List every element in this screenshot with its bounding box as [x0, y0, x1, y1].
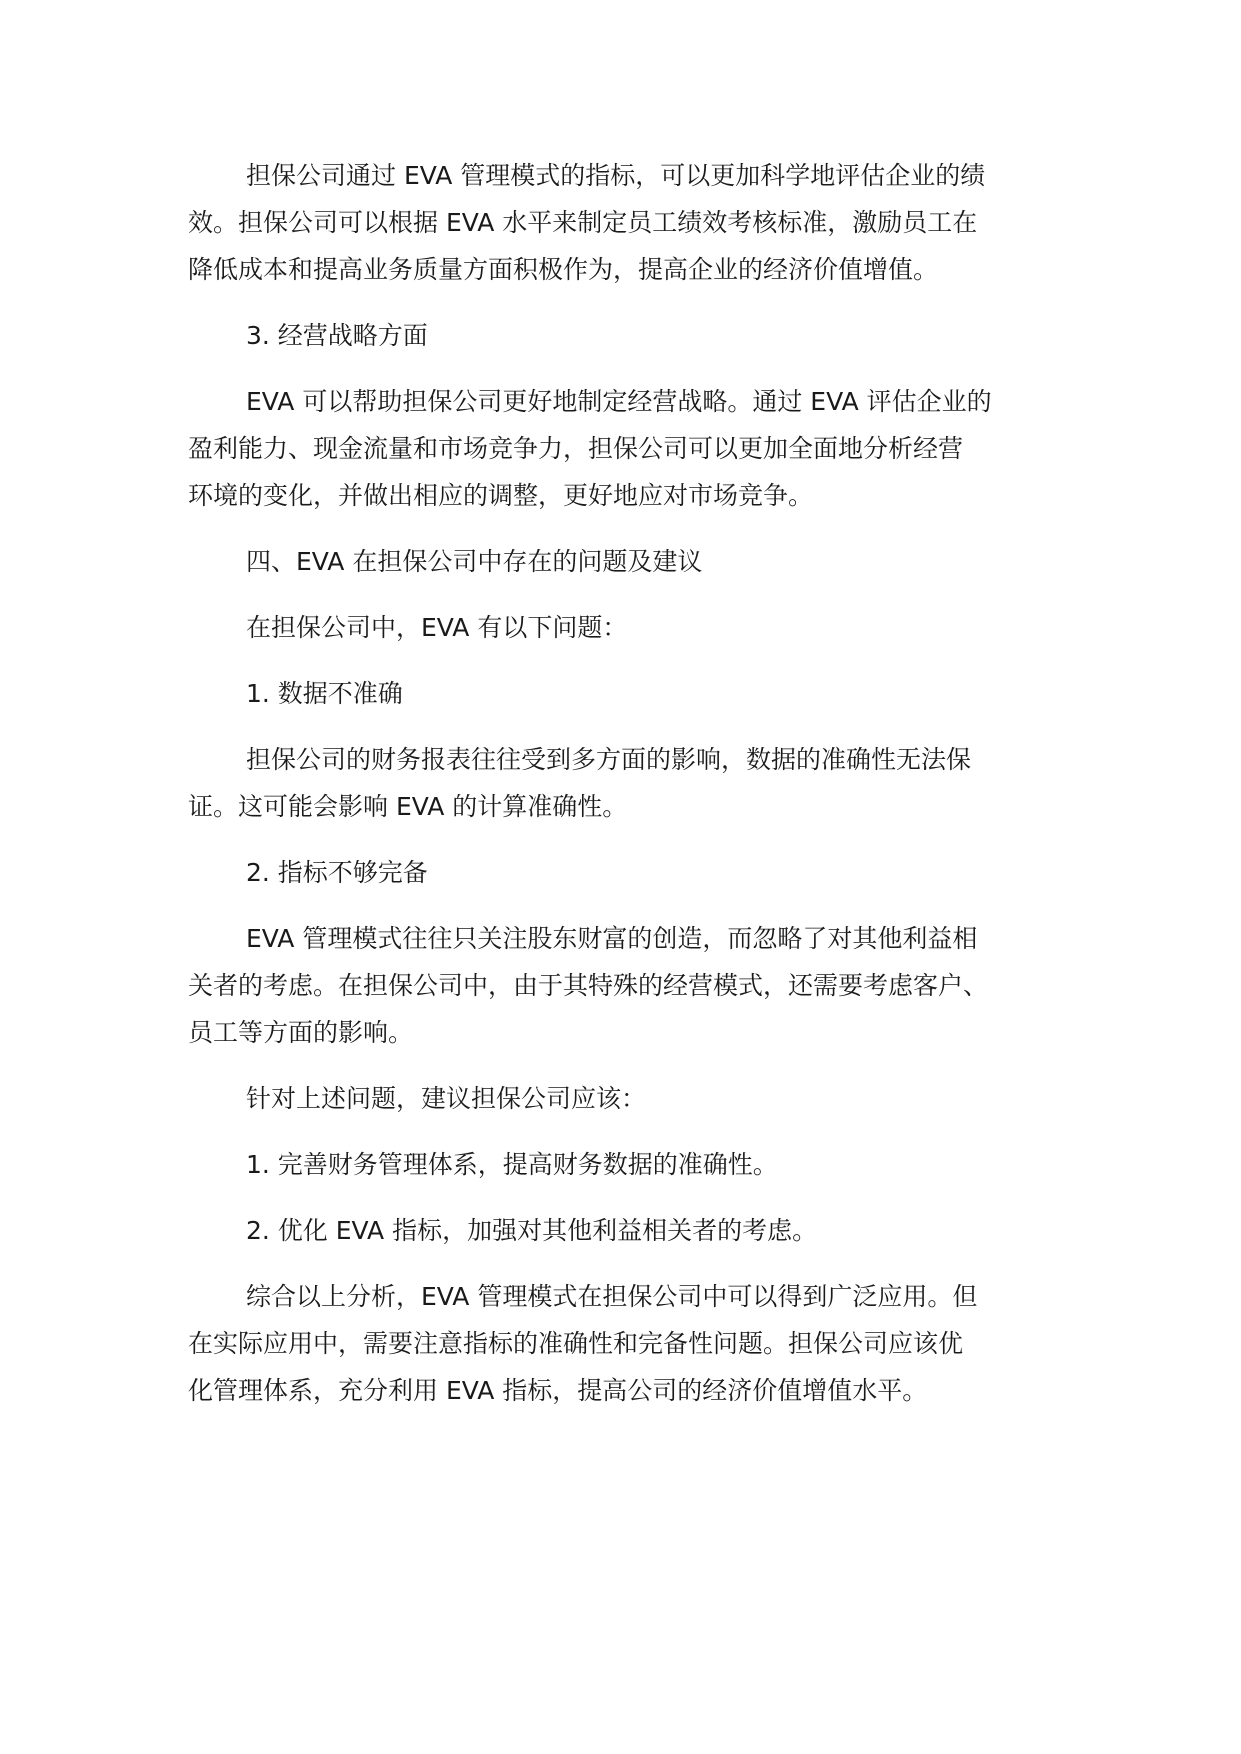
text-line: 3. 经营战略方面: [246, 321, 428, 350]
list-item-suggestion-2: [188, 1207, 1068, 1254]
list-heading-indicators-incomplete: [188, 849, 1068, 896]
text-line: EVA 可以帮助担保公司更好地制定经营战略。通过 EVA 评估企业的: [246, 387, 992, 416]
text-line: 2. 指标不够完备: [246, 858, 428, 887]
text-line: 在实际应用中，需要注意指标的准确性和完备性问题。担保公司应该优: [188, 1329, 964, 1358]
document-body: [188, 152, 1068, 1414]
paragraph-problems-intro: [188, 604, 1068, 651]
text-line: 环境的变化，并做出相应的调整，更好地应对市场竞争。: [188, 481, 814, 510]
text-line: 盈利能力、现金流量和市场竞争力，担保公司可以更加全面地分析经营: [188, 434, 964, 463]
text-line: 证。这可能会影响 EVA 的计算准确性。: [188, 792, 628, 821]
text-line: 担保公司的财务报表往往受到多方面的影响，数据的准确性无法保: [246, 745, 972, 774]
text-line: 综合以上分析，EVA 管理模式在担保公司中可以得到广泛应用。但: [246, 1282, 978, 1311]
text-line: 在担保公司中，EVA 有以下问题：: [246, 613, 628, 642]
paragraph-data-inaccurate: [188, 736, 1068, 830]
text-line: 1. 数据不准确: [246, 679, 403, 708]
text-line: 针对上述问题，建议担保公司应该：: [246, 1084, 647, 1113]
text-line: EVA 管理模式往往只关注股东财富的创造，而忽略了对其他利益相: [246, 924, 978, 953]
paragraph-eva-performance: [188, 152, 1068, 293]
list-item-suggestion-1: [188, 1141, 1068, 1188]
text-line: 2. 优化 EVA 指标，加强对其他利益相关者的考虑。: [246, 1216, 818, 1245]
text-line: 效。担保公司可以根据 EVA 水平来制定员工绩效考核标准，激励员工在: [188, 208, 978, 237]
section-heading-problems: [188, 538, 1068, 585]
text-line: 四、EVA 在担保公司中存在的问题及建议: [246, 547, 703, 576]
text-line: 员工等方面的影响。: [188, 1018, 414, 1047]
paragraph-suggestions-intro: [188, 1075, 1068, 1122]
text-line: 关者的考虑。在担保公司中，由于其特殊的经营模式，还需要考虑客户、: [188, 971, 989, 1000]
paragraph-indicators-incomplete: [188, 915, 1068, 1056]
paragraph-eva-strategy: [188, 378, 1068, 519]
text-line: 化管理体系，充分利用 EVA 指标，提高公司的经济价值增值水平。: [188, 1376, 928, 1405]
list-heading-data-inaccurate: [188, 670, 1068, 717]
paragraph-conclusion: [188, 1273, 1068, 1414]
text-line: 降低成本和提高业务质量方面积极作为，提高企业的经济价值增值。: [188, 255, 939, 284]
text-line: 1. 完善财务管理体系，提高财务数据的准确性。: [246, 1150, 778, 1179]
section-heading-strategy: [188, 312, 1068, 359]
text-line: 担保公司通过 EVA 管理模式的指标，可以更加科学地评估企业的绩: [246, 161, 986, 190]
